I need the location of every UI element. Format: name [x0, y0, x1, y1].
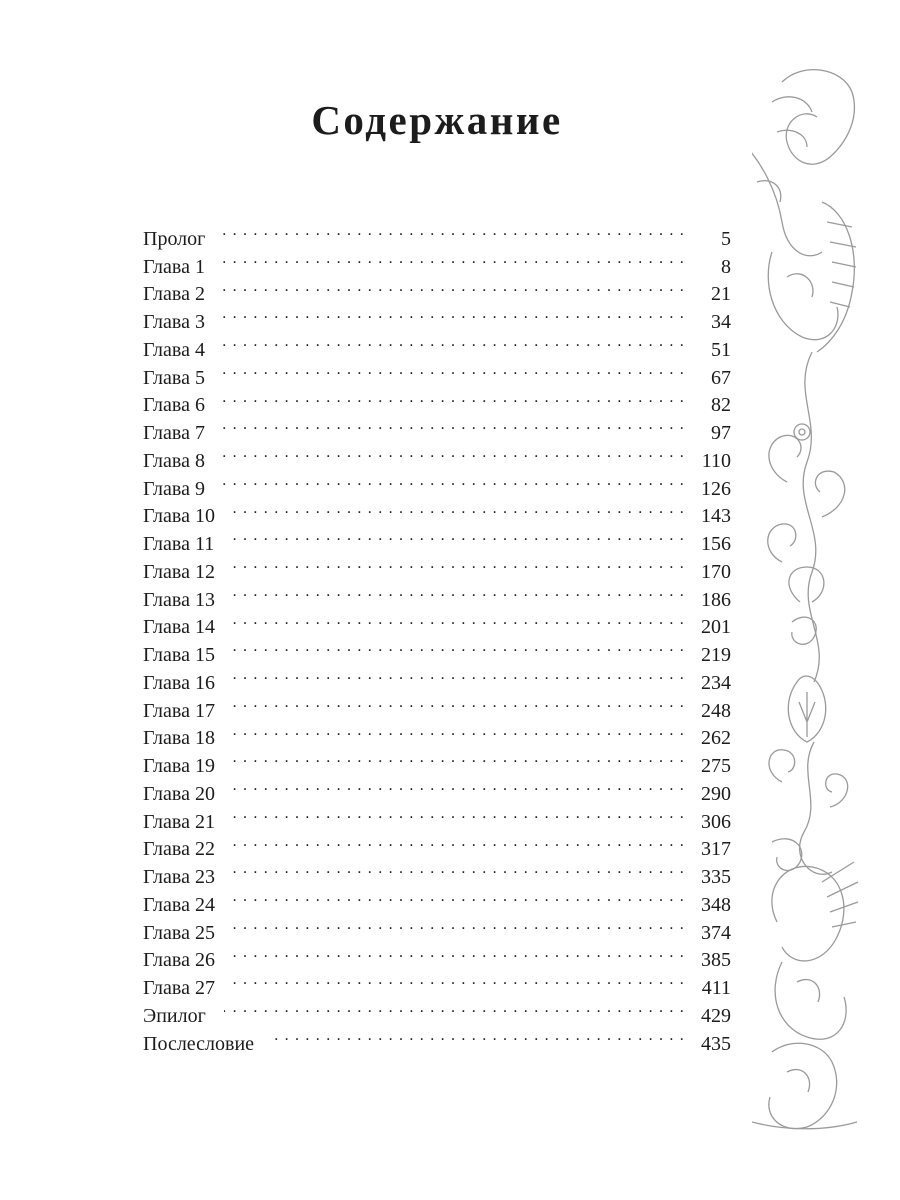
dot-leader: [233, 883, 685, 911]
dot-leader: [233, 800, 685, 828]
toc-row: [143, 1022, 731, 1055]
dot-leader: [233, 828, 685, 856]
toc-page-number: 126: [701, 477, 731, 500]
toc-entry-label: Глава 22: [143, 838, 215, 861]
toc-row: [143, 245, 731, 278]
toc-row: [143, 439, 731, 472]
toc-row: [143, 717, 731, 750]
toc-entry-label: Глава 16: [143, 671, 215, 694]
toc-row: [143, 994, 731, 1027]
toc-page-number: 306: [701, 810, 731, 833]
griffin-scroll-border-icon: [752, 62, 862, 1138]
toc-entry-label: Глава 13: [143, 588, 215, 611]
toc-entry-label: Глава 1: [143, 255, 205, 278]
dot-leader: [223, 439, 685, 467]
dot-leader: [223, 328, 685, 356]
toc-row: [143, 689, 731, 722]
dot-leader: [233, 550, 685, 578]
dot-leader: [233, 855, 685, 883]
toc-page-number: 435: [701, 1032, 731, 1055]
toc-row: [143, 966, 731, 999]
dot-leader: [223, 217, 685, 245]
toc-entry-label: Глава 9: [143, 477, 205, 500]
toc-entry-label: Глава 12: [143, 560, 215, 583]
toc-page-number: 97: [711, 422, 731, 444]
toc-page-number: 8: [721, 255, 731, 278]
toc-page-number: 186: [701, 588, 731, 611]
toc-entry-label: Глава 5: [143, 366, 205, 389]
toc-page-number: 385: [701, 949, 731, 972]
dot-leader: [272, 1022, 685, 1050]
toc-entry-label: Глава 6: [143, 394, 205, 417]
toc-row: [143, 384, 731, 417]
toc-page-number: 156: [701, 533, 731, 555]
toc-entry-label: Глава 10: [143, 505, 215, 528]
dot-leader: [223, 273, 685, 301]
toc-row: [143, 578, 731, 611]
toc-page-number: 67: [711, 366, 731, 389]
toc-page-number: 21: [711, 283, 731, 306]
toc-page-number: 34: [711, 311, 731, 333]
toc-entry-label: Глава 23: [143, 866, 215, 888]
dot-leader: [233, 495, 685, 523]
dot-leader: [223, 384, 685, 412]
toc-row: [143, 606, 731, 639]
toc-row: [143, 550, 731, 583]
toc-page-number: 429: [701, 1004, 731, 1027]
toc-entry-label: Пролог: [143, 227, 206, 250]
toc-page-number: 201: [701, 616, 731, 639]
toc-entry-label: Глава 7: [143, 422, 205, 444]
dot-leader: [233, 939, 685, 967]
toc-entry-label: Глава 26: [143, 949, 215, 972]
dot-leader: [223, 411, 685, 439]
toc-row: [143, 828, 731, 861]
toc-page-number: 51: [711, 338, 731, 361]
toc-entry-label: Глава 20: [143, 782, 215, 805]
toc-row: [143, 883, 731, 916]
dot-leader: [233, 633, 685, 661]
toc-row: [143, 467, 731, 500]
toc-row: [143, 328, 731, 361]
dot-leader: [223, 245, 685, 273]
toc-entry-label: Глава 4: [143, 338, 205, 361]
toc-row: [143, 800, 731, 833]
toc-row: [143, 633, 731, 666]
toc-row: [143, 300, 731, 333]
toc-entry-label: Глава 11: [143, 533, 215, 555]
toc-page-number: 219: [701, 644, 731, 666]
toc-entry-label: Глава 17: [143, 699, 215, 722]
toc-page-number: 262: [701, 727, 731, 750]
toc-page-number: 170: [701, 560, 731, 583]
toc-row: [143, 744, 731, 777]
toc-page-number: 5: [721, 227, 731, 250]
toc-entry-label: Глава 2: [143, 283, 205, 306]
dot-leader: [233, 717, 685, 745]
dot-leader: [233, 772, 685, 800]
dot-leader: [233, 966, 685, 994]
toc-entry-label: Послесловие: [143, 1032, 255, 1055]
table-of-contents: [143, 217, 731, 1055]
dot-leader: [232, 522, 685, 550]
toc-row: [143, 522, 731, 555]
toc-page-number: 82: [711, 394, 731, 417]
toc-page-number: 411: [701, 977, 731, 999]
dot-leader: [233, 661, 685, 689]
dot-leader: [233, 578, 685, 606]
toc-page-number: 275: [701, 755, 731, 777]
toc-page-number: 335: [701, 866, 731, 888]
toc-entry-label: Глава 18: [143, 727, 215, 750]
toc-row: [143, 411, 731, 444]
toc-entry-label: Глава 27: [143, 977, 215, 999]
toc-row: [143, 911, 731, 944]
toc-page-number: 143: [701, 505, 731, 528]
page-title: Содержание: [311, 97, 563, 143]
dot-leader: [233, 911, 685, 939]
dot-leader: [233, 744, 685, 772]
dot-leader: [223, 300, 685, 328]
toc-page-number: 374: [701, 921, 731, 944]
toc-entry-label: Глава 8: [143, 449, 205, 472]
toc-row: [143, 855, 731, 888]
toc-row: [143, 939, 731, 972]
toc-row: [143, 495, 731, 528]
toc-entry-label: Глава 14: [143, 616, 215, 639]
dot-leader: [233, 689, 685, 717]
toc-entry-label: Глава 15: [143, 644, 215, 666]
toc-row: [143, 273, 731, 306]
toc-row: [143, 772, 731, 805]
toc-entry-label: Эпилог: [143, 1004, 206, 1027]
toc-page-number: 110: [701, 449, 731, 472]
toc-page-number: 317: [701, 838, 731, 861]
toc-entry-label: Глава 3: [143, 311, 205, 333]
toc-page-number: 248: [701, 699, 731, 722]
toc-row: [143, 217, 731, 250]
toc-page-number: 234: [701, 671, 731, 694]
toc-page-number: 290: [701, 782, 731, 805]
toc-row: [143, 661, 731, 694]
toc-page-number: 348: [701, 893, 731, 916]
toc-entry-label: Глава 24: [143, 893, 215, 916]
toc-entry-label: Глава 19: [143, 755, 215, 777]
dot-leader: [223, 356, 685, 384]
toc-entry-label: Глава 21: [143, 810, 215, 833]
dot-leader: [224, 994, 685, 1022]
dot-leader: [223, 467, 685, 495]
toc-entry-label: Глава 25: [143, 921, 215, 944]
toc-row: [143, 356, 731, 389]
dot-leader: [233, 606, 685, 634]
